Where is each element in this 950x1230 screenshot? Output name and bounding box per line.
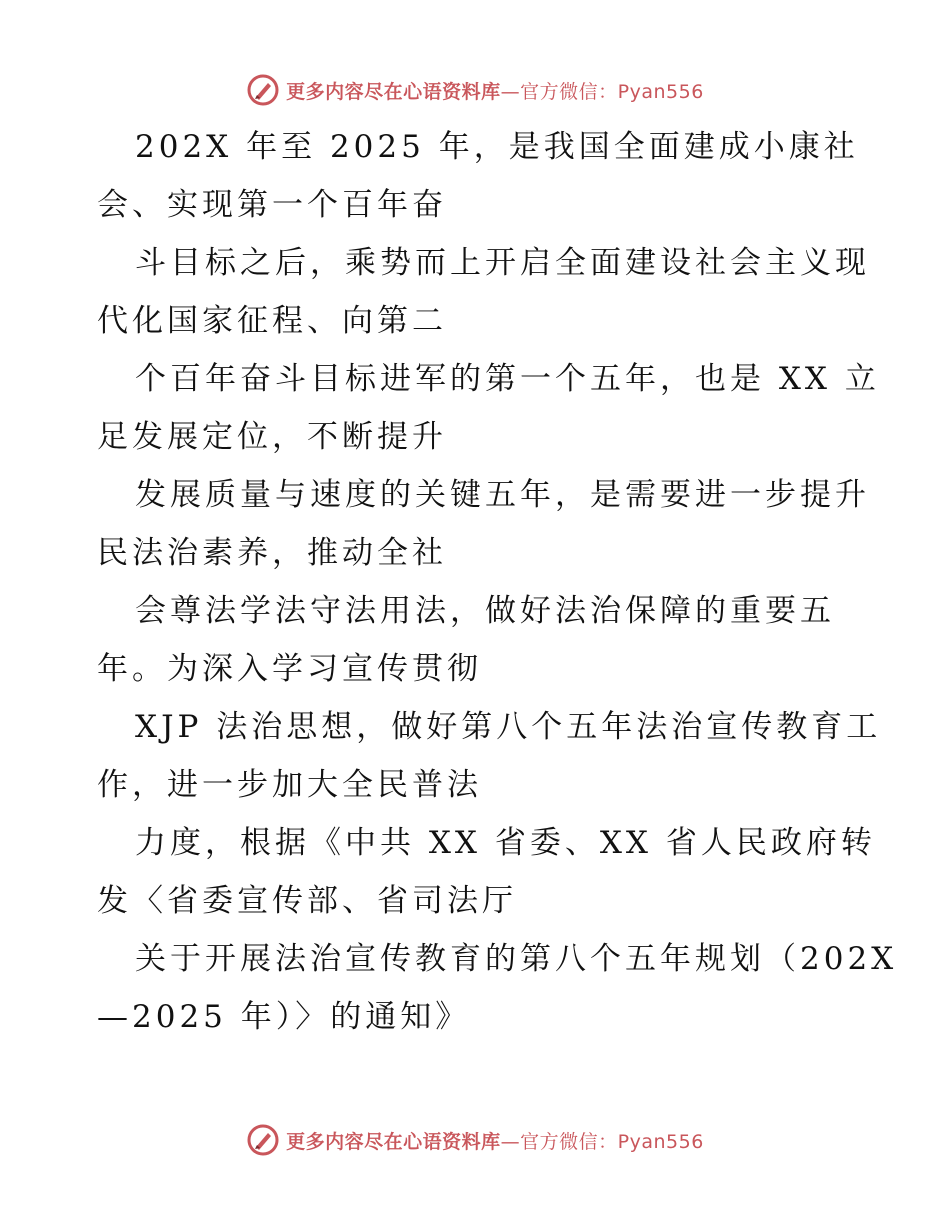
document-line: —2025 年）〉的通知》 <box>97 999 471 1035</box>
document-line: 斗目标之后，乘势而上开启全面建设社会主义现 <box>135 245 870 281</box>
pen-seal-icon <box>246 1123 280 1157</box>
document-line: 个百年奋斗目标进军的第一个五年，也是 XX 立 <box>135 361 880 397</box>
document-line: 代化国家征程、向第二 <box>97 303 447 339</box>
document-line: 力度，根据《中共 XX 省委、XX 省人民政府转 <box>135 825 876 861</box>
header-watermark <box>0 70 950 110</box>
watermark-text <box>286 1127 704 1154</box>
document-line: XJP 法治思想，做好第八个五年法治宣传教育工 <box>135 709 882 745</box>
watermark-main: 更多内容尽在心语资料库 <box>286 1130 501 1153</box>
pen-seal-icon <box>246 73 280 107</box>
document-line: 202X 年至 2025 年，是我国全面建成小康社 <box>135 129 859 165</box>
document-line: 会、实现第一个百年奋 <box>97 187 447 223</box>
watermark-tail: —官方微信：Pyan556 <box>500 1130 704 1153</box>
document-line: 关于开展法治宣传教育的第八个五年规划（202X <box>135 941 898 977</box>
document-line: 年。为深入学习宣传贯彻 <box>97 651 482 687</box>
watermark-text <box>286 77 704 104</box>
watermark-tail: —官方微信：Pyan556 <box>500 80 704 103</box>
document-line: 发〈省委宣传部、省司法厅 <box>97 883 517 919</box>
document-line: 足发展定位，不断提升 <box>97 419 447 455</box>
document-body <box>97 118 898 1046</box>
document-line: 民法治素养，推动全社 <box>97 535 447 571</box>
watermark-main: 更多内容尽在心语资料库 <box>286 80 501 103</box>
document-line: 作，进一步加大全民普法 <box>97 767 482 803</box>
document-line: 发展质量与速度的关键五年，是需要进一步提升 <box>135 477 870 513</box>
document-line: 会尊法学法守法用法，做好法治保障的重要五 <box>135 593 835 629</box>
footer-watermark <box>0 1120 950 1160</box>
